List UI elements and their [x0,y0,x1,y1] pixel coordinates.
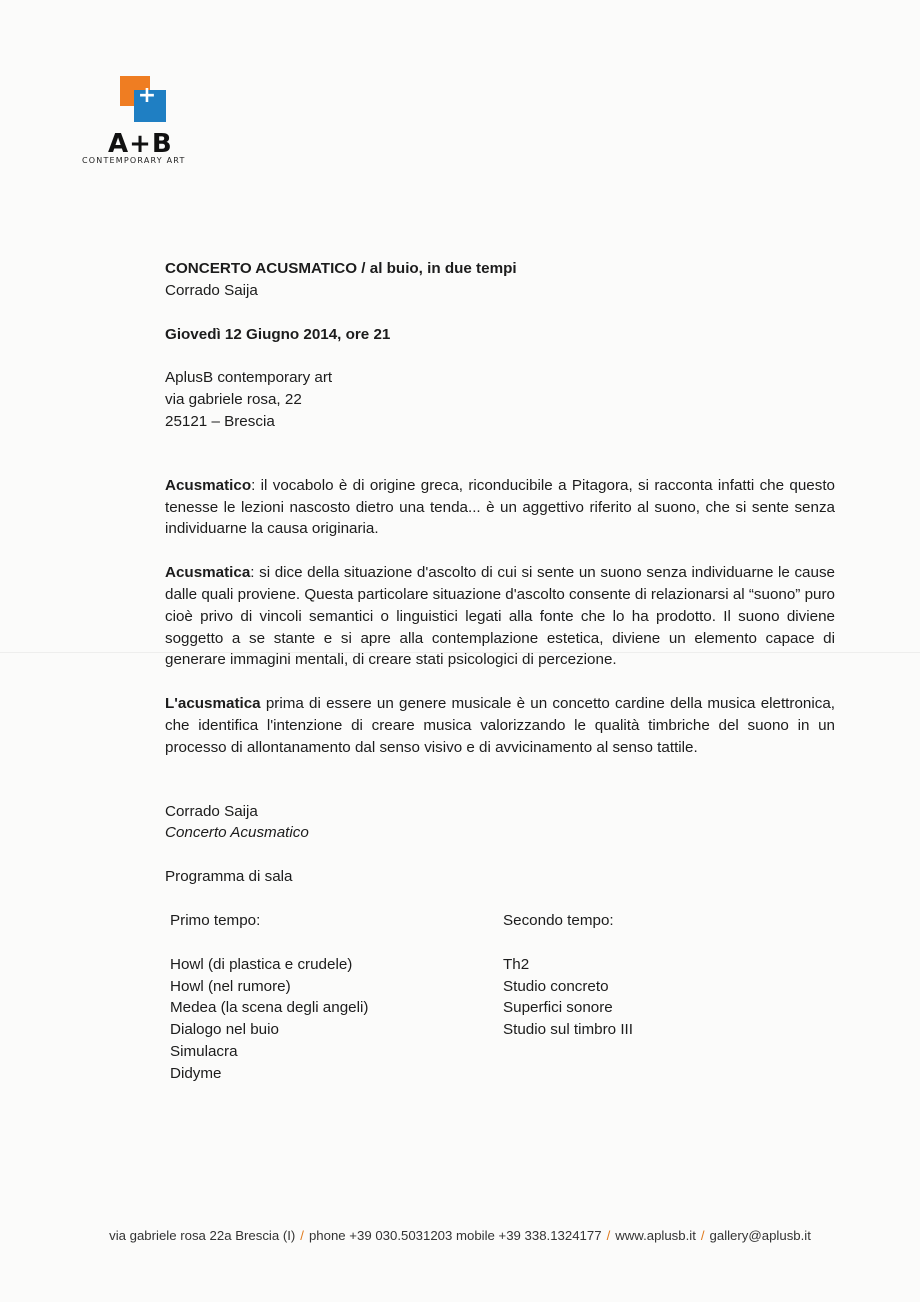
document-body [165,258,835,1090]
paragraph-text: : si dice della situazione d'ascolto di cui si sente un suono senza individuarne le cause dalle quali proviene. Questa particolare situazione d'ascolto consente di relazionarsi al “suono” puro cioè privo di vincoli semantici o linguistici legati alla fonte che lo ha prodotto. Il suono diviene soggetto a se stante e si apre alla contemplazione estetica, diviene un elemento capace di generare immagini mentali, di creare stati psicologici di percezione. [165,564,835,669]
venue-name: AplusB contemporary art [165,369,333,387]
second-part-label: Secondo tempo: [503,911,614,929]
venue-address-line2: 25121 – Brescia [165,412,275,430]
program-heading: Programma di sala [165,868,293,886]
program-artist: Corrado Saija [165,802,258,820]
logo-subtitle: CONTEMPORARY ART [82,156,186,165]
footer-separator: / [700,1228,705,1243]
list-item: Howl (di plastica e crudele) [170,955,353,973]
footer-email: gallery@aplusb.it [709,1228,811,1243]
list-item: Dialogo nel buio [170,1021,279,1039]
first-part-column [170,910,368,1085]
paragraph-text: prima di essere un genere musicale è un concetto cardine della musica elettronica, che identifica l'intenzione di creare musica valorizzando le qualità timbriche del suono in un processo di allontanamento dal senso visivo e di avvicinamento al senso tattile. [165,695,835,756]
venue-address-line1: via gabriele rosa, 22 [165,391,302,409]
term-acusmatico: Acusmatico [165,476,252,494]
program-concert: Concerto Acusmatico [165,824,309,842]
plus-icon: + [137,83,157,108]
list-item: Medea (la scena degli angeli) [170,999,369,1017]
first-part-label: Primo tempo: [170,911,261,929]
logo-name: A+B [108,129,173,159]
paragraph-l-acusmatica [165,693,835,758]
term-acusmatica: Acusmatica [165,564,251,582]
list-item: Studio concreto [503,977,609,995]
footer-address: via gabriele rosa 22a Brescia (I) [109,1228,296,1243]
letterhead-footer [0,1228,920,1243]
footer-phone: phone +39 030.5031203 mobile +39 338.1324177 [308,1228,602,1243]
list-item: Superfici sonore [503,999,613,1017]
term-l-acusmatica: L'acusmatica [165,695,261,713]
list-item: Didyme [170,1064,222,1082]
footer-separator: / [606,1228,611,1243]
event-artist: Corrado Saija [165,281,258,299]
second-part-column [503,910,633,1041]
paragraph-acusmatica [165,562,835,671]
paragraph-text: : il vocabolo è di origine greca, riconducibile a Pitagora, si racconta infatti che questo tenesse le lezioni nascosto dietro una tenda... è un aggettivo riferito al suono, che si sente senza individuarne la causa originaria. [165,476,835,538]
event-date: Giovedì 12 Giugno 2014, ore 21 [165,325,391,343]
program-columns [165,910,835,1090]
footer-separator: / [300,1228,304,1243]
list-item: Howl (nel rumore) [170,977,291,995]
event-title: CONCERTO ACUSMATICO / al buio, in due tempi [165,260,517,277]
footer-website: www.aplusb.it [615,1228,696,1243]
list-item: Simulacra [170,1042,238,1060]
list-item: Th2 [503,955,530,973]
list-item: Studio sul timbro III [503,1021,633,1039]
logo-mark [120,76,168,126]
paragraph-acusmatico [165,475,835,540]
